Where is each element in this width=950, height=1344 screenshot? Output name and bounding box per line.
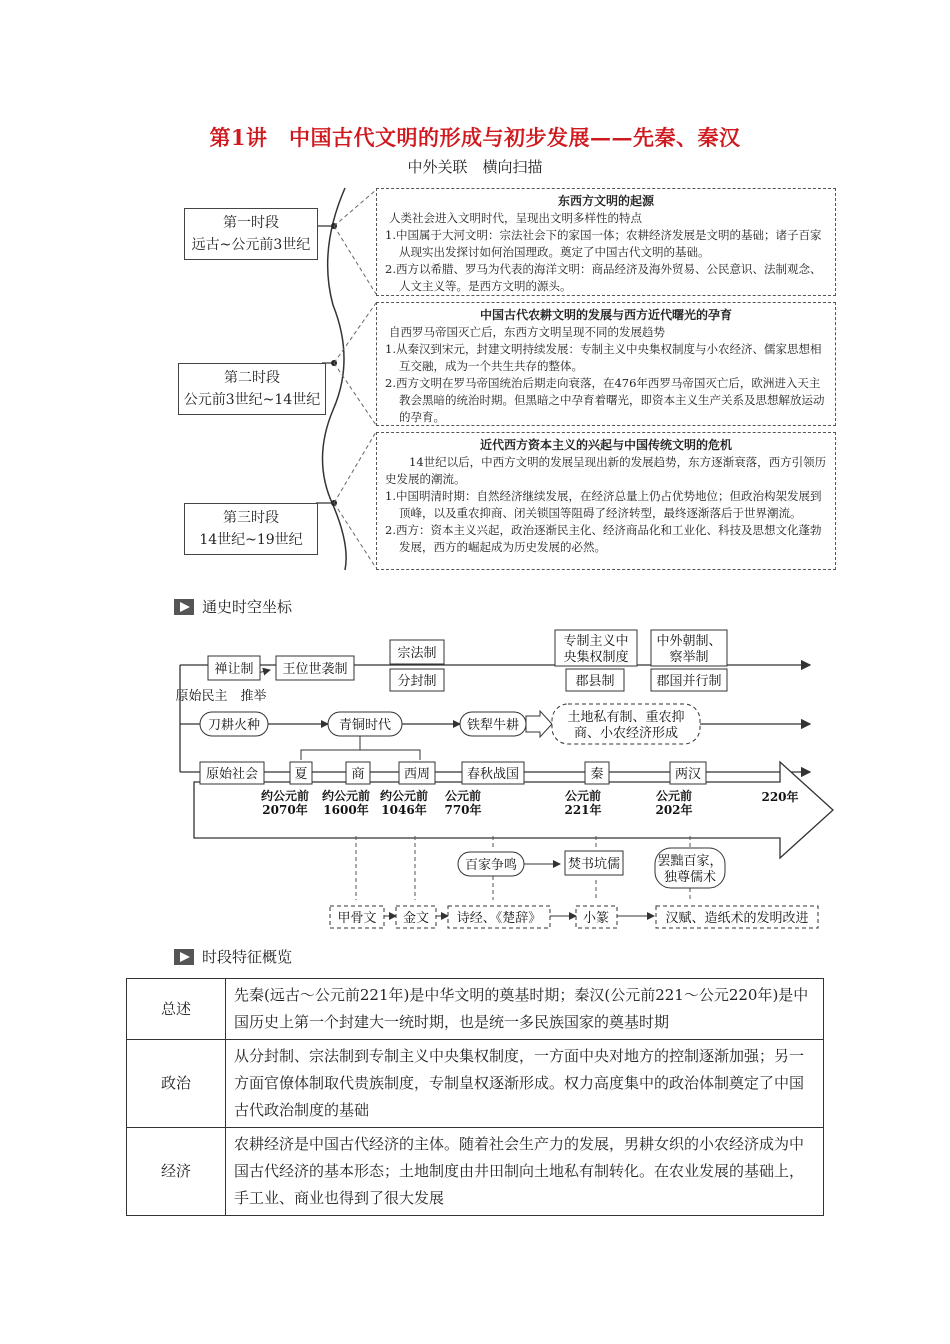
tl-democracy: 原始民主 推举: [175, 689, 267, 704]
origin-box: [376, 188, 836, 296]
svg-text:221年: 221年: [564, 803, 602, 817]
row-key: 经济: [127, 1128, 226, 1216]
period-box-2: [178, 363, 326, 415]
period-range: 14世纪~19世纪: [199, 532, 303, 548]
box-intro: 自西罗马帝国灭亡后，东西方文明呈现不同的发展趋势: [389, 325, 665, 339]
row-key: 总述: [127, 979, 226, 1040]
tl-thought-2b: 独尊儒术: [663, 870, 717, 885]
tl-era-0: 原始社会: [205, 767, 259, 782]
box-intro: 人类社会进入文明时代，呈现出文明多样性的特点: [389, 211, 642, 225]
period-range: 远古~公元前3世纪: [191, 237, 311, 253]
tl-shanrang: 禅让制: [214, 662, 254, 677]
capitalism-box: [376, 432, 836, 570]
box-item: 1.从秦汉到宋元，封建文明持续发展：专制主义中央集权制度与小农经济、儒家思想相互交融，成为一个共生共存的整体。: [385, 342, 822, 373]
tl-date-220: 220年: [761, 790, 799, 804]
tl-fengjian: 分封制: [397, 674, 437, 689]
tl-culture-2: 诗经、《楚辞》: [456, 911, 542, 926]
period-name: 第一时段: [223, 215, 279, 231]
svg-text:2070年: 2070年: [262, 803, 308, 817]
tl-thought-1: 焚书坑儒: [567, 857, 621, 872]
box-heading: 中国古代农耕文明的发展与西方近代曙光的孕育: [479, 308, 732, 322]
tl-zongfa: 宗法制: [397, 646, 437, 661]
overview-table: [126, 978, 824, 1216]
agricultural-box: [376, 302, 836, 426]
page-title: 第1讲 中国古代文明的形成与初步发展——先秦、秦汉: [209, 125, 741, 150]
tl-culture-1: 金文: [402, 911, 430, 926]
box-item: 1.中国属于大河文明：宗法社会下的家国一体；农耕经济发展是文明的基础；诸子百家从现实出发探讨如何治国理政。奠定了中国古代文明的基础。: [385, 228, 822, 259]
period-range: 公元前3世纪~14世纪: [183, 392, 321, 408]
section-heading-timeline: [174, 596, 292, 617]
tl-thought-0: 百家争鸣: [464, 858, 518, 873]
page-subtitle: 中外关联 横向扫描: [407, 158, 543, 176]
tl-court: 中外朝制、: [656, 634, 722, 649]
svg-text:约公元前: 约公元前: [260, 789, 310, 803]
row-text: 先秦(远古～公元前221年)是中华文明的奠基时期；秦汉(公元前221～公元220年)是中国历史上第一个封建大一统时期，也是统一多民族国家的奠基时期: [226, 979, 824, 1040]
section-label: 时段特征概览: [202, 948, 293, 966]
play-icon: [174, 599, 194, 615]
tl-culture-0: 甲骨文: [337, 911, 377, 926]
svg-text:1600年: 1600年: [323, 803, 369, 817]
table-row: [127, 979, 824, 1040]
period-name: 第三时段: [223, 510, 279, 526]
svg-text:公元前: 公元前: [564, 789, 602, 803]
period-box-3: [184, 503, 318, 555]
tl-econ-2: 铁犁牛耕: [466, 718, 520, 733]
period-box-1: [184, 208, 318, 260]
tl-era-1: 夏: [294, 767, 308, 782]
tl-junxian: 郡县制: [575, 674, 615, 689]
svg-text:770年: 770年: [444, 803, 482, 817]
tl-era-6: 两汉: [674, 767, 702, 782]
svg-text:约公元前: 约公元前: [321, 789, 371, 803]
row-text: 农耕经济是中国古代经济的主体。随着社会生产力的发展，男耕女织的小农经济成为中国古代经济的基本形态；土地制度由井田制向土地私有制转化。在农业发展的基础上，手工业、商业也得到了很大发展: [226, 1128, 824, 1216]
svg-text:公元前: 公元前: [655, 789, 693, 803]
period-name: 第二时段: [224, 370, 280, 386]
tl-era-4: 春秋战国: [466, 767, 520, 782]
box-intro: 14世纪以后，中西方文明的发展呈现出新的发展趋势，东方逐渐衰落，西方引领历史发展的潮流。: [385, 455, 827, 486]
tl-econ-3b: 商、小农经济形成: [573, 726, 679, 741]
tl-era-5: 秦: [590, 767, 604, 782]
tl-court-2: 察举制: [669, 650, 709, 665]
section-label: 通史时空坐标: [202, 598, 293, 616]
box-item: 2.西方文明在罗马帝国统治后期走向衰落，在476年西罗马帝国灭亡后，欧洲进入天主教会黑暗的统治时期。但黑暗之中孕育着曙光，即资本主义生产关系及思想解放运动的孕育。: [385, 376, 825, 424]
tl-era-3: 西周: [403, 767, 431, 782]
timeline-diagram: [0, 620, 950, 940]
tl-econ-1: 青铜时代: [338, 718, 392, 733]
tl-culture-3: 小篆: [582, 911, 610, 926]
row-key: 政治: [127, 1040, 226, 1128]
section-heading-overview: [174, 946, 292, 967]
tl-culture-4: 汉赋、造纸术的发明改进: [665, 911, 809, 926]
tl-econ-0: 刀耕火种: [207, 718, 261, 733]
play-icon: [174, 949, 194, 965]
tl-econ-3a: 土地私有制、重农抑: [567, 710, 685, 725]
svg-text:公元前: 公元前: [444, 789, 482, 803]
tl-hereditary: 王位世袭制: [282, 662, 348, 677]
box-heading: 近代西方资本主义的兴起与中国传统文明的危机: [479, 438, 732, 452]
tl-centralization: 专制主义中: [563, 634, 629, 649]
svg-text:约公元前: 约公元前: [379, 789, 429, 803]
box-item: 2.西方：资本主义兴起，政治逐渐民主化、经济商品化和工业化、科技及思想文化蓬勃发展，西方的崛起成为历史发展的必然。: [385, 523, 822, 554]
box-heading: 东西方文明的起源: [557, 194, 654, 208]
table-row: [127, 1040, 824, 1128]
table-row: [127, 1128, 824, 1216]
row-text: 从分封制、宗法制到专制主义中央集权制度，一方面中央对地方的控制逐渐加强；另一方面官僚体制取代贵族制度，专制皇权逐渐形成。权力高度集中的政治体制奠定了中国古代政治制度的基础: [226, 1040, 824, 1128]
tl-centralization-2: 央集权制度: [563, 650, 629, 665]
box-item: 2.西方以希腊、罗马为代表的海洋文明：商品经济及海外贸易、公民意识、法制观念、人文主义等。是西方文明的源头。: [385, 262, 822, 293]
tl-junguo: 郡国并行制: [656, 674, 722, 689]
tl-era-2: 商: [351, 767, 365, 782]
tl-thought-2a: 罢黜百家，: [657, 854, 723, 869]
svg-text:1046年: 1046年: [381, 803, 427, 817]
svg-text:202年: 202年: [655, 803, 693, 817]
box-item: 1.中国明清时期：自然经济继续发展，在经济总量上仍占优势地位；但政治构架发展到顶峰，以及重农抑商、闭关锁国等阻碍了经济转型，最终逐渐落后于世界潮流。: [385, 489, 822, 520]
